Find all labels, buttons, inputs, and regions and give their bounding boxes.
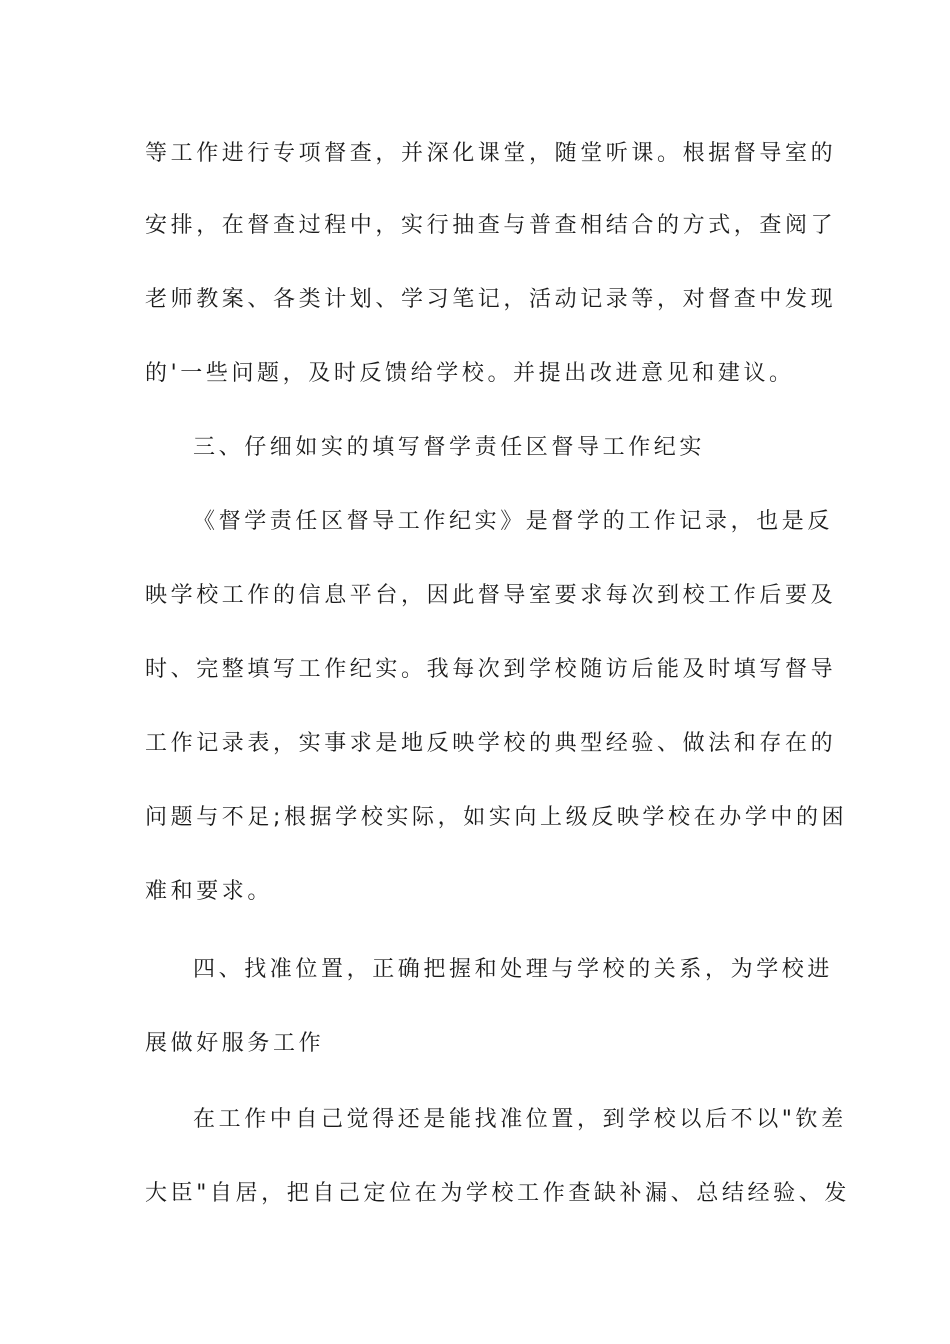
section-heading: 三、仔细如实的填写督学责任区督导工作纪实 bbox=[193, 435, 706, 460]
body-text-line: 在工作中自己觉得还是能找准位置，到学校以后不以"钦差 bbox=[193, 1107, 847, 1132]
section-heading: 四、找准位置，正确把握和处理与学校的关系，为学校进 bbox=[193, 957, 834, 982]
body-text-line: 映学校工作的信息平台，因此督导室要求每次到校工作后要及 bbox=[145, 583, 837, 608]
body-text-line: 安排，在督查过程中，实行抽查与普查相结合的方式，查阅了 bbox=[145, 213, 837, 238]
body-text-line: 问题与不足;根据学校实际，如实向上级反映学校在办学中的困 bbox=[145, 805, 848, 830]
body-text-line: 大臣"自居，把自己定位在为学校工作查缺补漏、总结经验、发 bbox=[145, 1181, 850, 1206]
body-text-line: 《督学责任区督导工作纪实》是督学的工作记录，也是反 bbox=[193, 509, 834, 534]
body-text-line: 时、完整填写工作纪实。我每次到学校随访后能及时填写督导 bbox=[145, 657, 837, 682]
section-heading-continued: 展做好服务工作 bbox=[145, 1031, 325, 1056]
body-text-line: 等工作进行专项督查，并深化课堂，随堂听课。根据督导室的 bbox=[145, 141, 837, 166]
body-text-line: 的'一些问题，及时反馈给学校。并提出改进意见和建议。 bbox=[145, 361, 795, 386]
body-text-line: 难和要求。 bbox=[145, 879, 274, 904]
body-text-line: 工作记录表，实事求是地反映学校的典型经验、做法和存在的 bbox=[145, 731, 837, 756]
body-text-line: 老师教案、各类计划、学习笔记，活动记录等，对督查中发现 bbox=[145, 287, 837, 312]
